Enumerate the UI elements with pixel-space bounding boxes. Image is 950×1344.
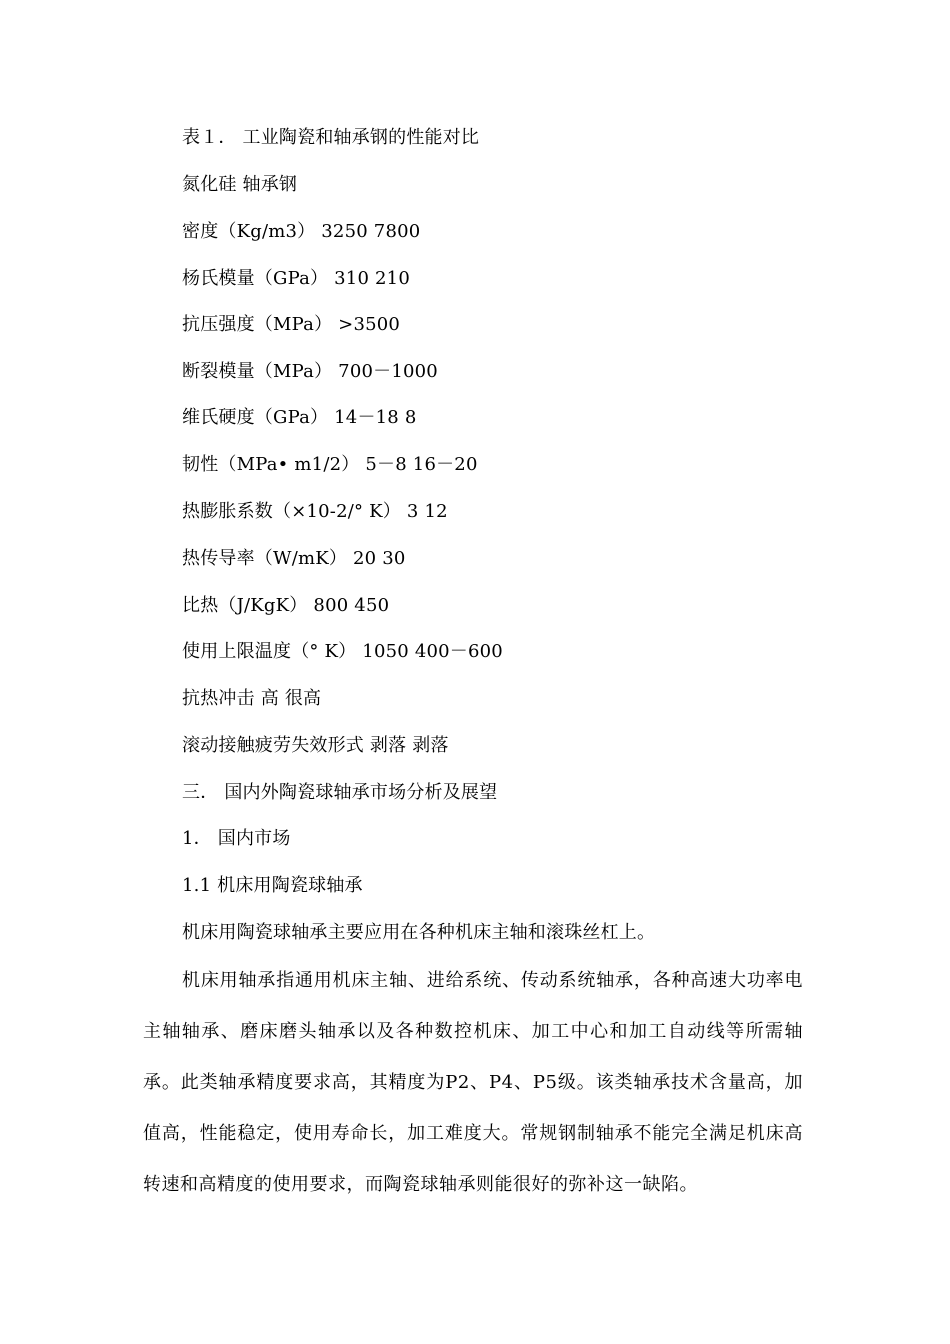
body-paragraph: 机床用轴承指通用机床主轴、进给系统、传动系统轴承，各种高速大功率电主轴轴承、磨床磨头轴承以及各种数控机床、加工中心和加工自动线等所需轴承。此类轴承精度要求高，其精度为P2、P4、P5级。该类轴承技术含量高，加值高，性能稳定，使用寿命长，加工难度大。常规钢制轴承不能完全满足机床高转速和高精度的使用要求，而陶瓷球轴承则能很好的弥补这一缺陷。 [143,970,803,1195]
intro-sentence: 机床用陶瓷球轴承主要应用在各种机床主轴和滚珠丝杠上。 [182,922,656,943]
table-row-thermal-conductivity: 热传导率（W/mK） 20 30 [182,548,406,569]
section-heading: 三． 国内外陶瓷球轴承市场分析及展望 [182,782,498,803]
table-row-vickers-hardness: 维氏硬度（GPa） 14－18 8 [182,407,417,428]
table-row-compressive-strength: 抗压强度（MPa） >3500 [182,314,401,335]
subsubsection-heading: 1.1 机床用陶瓷球轴承 [182,875,363,896]
table-header-row: 氮化硅 轴承钢 [182,174,298,195]
table-row-failure-mode: 滚动接触疲劳失效形式 剥落 剥落 [182,735,449,756]
table-row-density: 密度（Kg/m3） 3250 7800 [182,221,421,242]
table-row-thermal-shock: 抗热冲击 高 很高 [182,688,322,709]
table-caption: 表１． 工业陶瓷和轴承钢的性能对比 [182,127,480,148]
table-row-toughness: 韧性（MPa• m1/2） 5－8 16－20 [182,454,478,475]
table-row-max-temperature: 使用上限温度（° K） 1050 400－600 [182,641,503,662]
table-row-thermal-expansion: 热膨胀系数（×10-2/° K） 3 12 [182,501,448,522]
table-row-fracture-modulus: 断裂模量（MPa） 700－1000 [182,361,438,382]
table-row-specific-heat: 比热（J/KgK） 800 450 [182,595,390,616]
subsection-heading: 1． 国内市场 [182,828,291,849]
table-row-youngs-modulus: 杨氏模量（GPa） 310 210 [182,268,410,289]
